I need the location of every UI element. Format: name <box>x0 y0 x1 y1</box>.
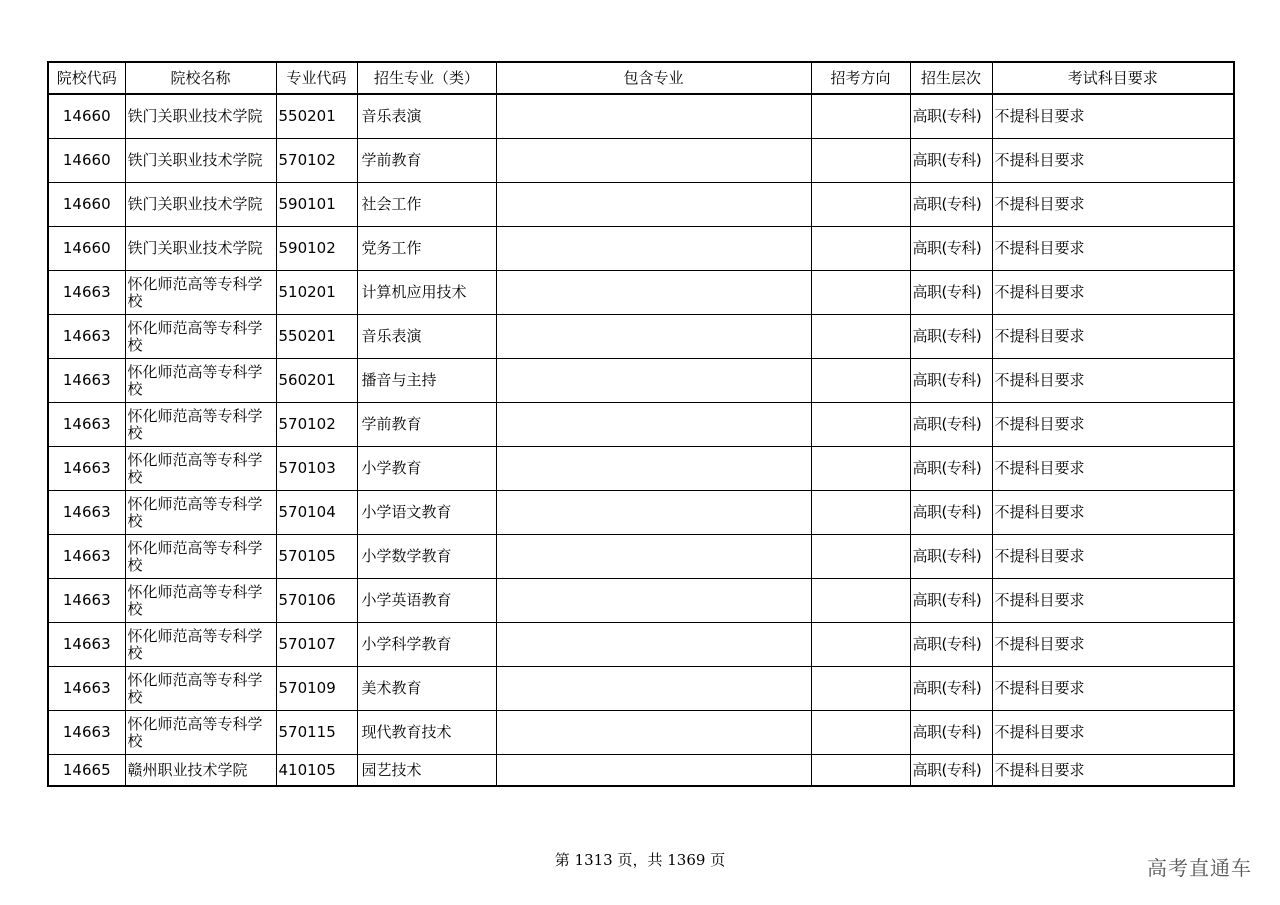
enrollment-table-container <box>47 61 1235 787</box>
cell-level: 高职(专科) <box>910 535 992 579</box>
cell-requirement: 不提科目要求 <box>992 491 1234 535</box>
table-row <box>48 315 1234 359</box>
cell-major: 音乐表演 <box>357 315 496 359</box>
table-row <box>48 579 1234 623</box>
cell-included-majors <box>496 579 811 623</box>
cell-major-code: 590102 <box>276 227 357 271</box>
table-row <box>48 183 1234 227</box>
header-major-code: 专业代码 <box>276 62 357 94</box>
watermark-text: 高考直通车 <box>1147 856 1252 880</box>
cell-school-name: 怀化师范高等专科学校 <box>125 403 276 447</box>
cell-level: 高职(专科) <box>910 623 992 667</box>
cell-major-code: 570107 <box>276 623 357 667</box>
header-included-majors: 包含专业 <box>496 62 811 94</box>
table-row <box>48 667 1234 711</box>
cell-school-code: 14663 <box>48 711 125 755</box>
cell-major-code: 570103 <box>276 447 357 491</box>
cell-school-name: 铁门关职业技术学院 <box>125 183 276 227</box>
header-direction: 招考方向 <box>811 62 910 94</box>
cell-direction <box>811 139 910 183</box>
cell-direction <box>811 535 910 579</box>
cell-school-code: 14663 <box>48 403 125 447</box>
cell-school-code: 14663 <box>48 447 125 491</box>
cell-requirement: 不提科目要求 <box>992 183 1234 227</box>
cell-direction <box>811 227 910 271</box>
cell-school-code: 14663 <box>48 491 125 535</box>
cell-school-code: 14660 <box>48 227 125 271</box>
cell-requirement: 不提科目要求 <box>992 447 1234 491</box>
cell-direction <box>811 623 910 667</box>
cell-included-majors <box>496 491 811 535</box>
cell-major-code: 570102 <box>276 139 357 183</box>
cell-included-majors <box>496 139 811 183</box>
cell-level: 高职(专科) <box>910 183 992 227</box>
cell-major-code: 590101 <box>276 183 357 227</box>
cell-included-majors <box>496 667 811 711</box>
cell-major-code: 560201 <box>276 359 357 403</box>
cell-direction <box>811 491 910 535</box>
enrollment-table <box>47 61 1235 787</box>
cell-level: 高职(专科) <box>910 315 992 359</box>
cell-direction <box>811 579 910 623</box>
cell-school-name: 怀化师范高等专科学校 <box>125 359 276 403</box>
cell-direction <box>811 94 910 139</box>
cell-included-majors <box>496 183 811 227</box>
cell-major-code: 570105 <box>276 535 357 579</box>
table-row <box>48 535 1234 579</box>
cell-included-majors <box>496 94 811 139</box>
cell-school-code: 14660 <box>48 94 125 139</box>
cell-requirement: 不提科目要求 <box>992 139 1234 183</box>
cell-requirement: 不提科目要求 <box>992 755 1234 787</box>
cell-level: 高职(专科) <box>910 447 992 491</box>
header-requirement: 考试科目要求 <box>992 62 1234 94</box>
cell-school-code: 14663 <box>48 667 125 711</box>
cell-included-majors <box>496 359 811 403</box>
table-row <box>48 711 1234 755</box>
header-major: 招生专业（类） <box>357 62 496 94</box>
cell-major: 小学语文教育 <box>357 491 496 535</box>
cell-major-code: 570104 <box>276 491 357 535</box>
table-row <box>48 491 1234 535</box>
cell-level: 高职(专科) <box>910 755 992 787</box>
cell-major: 小学教育 <box>357 447 496 491</box>
cell-requirement: 不提科目要求 <box>992 579 1234 623</box>
table-row <box>48 359 1234 403</box>
cell-school-code: 14660 <box>48 139 125 183</box>
cell-major: 小学科学教育 <box>357 623 496 667</box>
cell-included-majors <box>496 271 811 315</box>
cell-included-majors <box>496 227 811 271</box>
cell-school-name: 怀化师范高等专科学校 <box>125 535 276 579</box>
table-row <box>48 227 1234 271</box>
cell-included-majors <box>496 315 811 359</box>
cell-major-code: 510201 <box>276 271 357 315</box>
cell-level: 高职(专科) <box>910 227 992 271</box>
cell-school-name: 铁门关职业技术学院 <box>125 94 276 139</box>
header-school-code: 院校代码 <box>48 62 125 94</box>
cell-level: 高职(专科) <box>910 139 992 183</box>
cell-school-code: 14663 <box>48 315 125 359</box>
cell-included-majors <box>496 623 811 667</box>
cell-level: 高职(专科) <box>910 579 992 623</box>
cell-direction <box>811 667 910 711</box>
cell-major-code: 570115 <box>276 711 357 755</box>
cell-direction <box>811 755 910 787</box>
cell-school-name: 怀化师范高等专科学校 <box>125 315 276 359</box>
cell-school-name: 怀化师范高等专科学校 <box>125 711 276 755</box>
cell-school-name: 怀化师范高等专科学校 <box>125 447 276 491</box>
cell-school-name: 怀化师范高等专科学校 <box>125 579 276 623</box>
cell-level: 高职(专科) <box>910 271 992 315</box>
header-school-name: 院校名称 <box>125 62 276 94</box>
cell-direction <box>811 403 910 447</box>
cell-direction <box>811 183 910 227</box>
cell-school-name: 铁门关职业技术学院 <box>125 227 276 271</box>
cell-direction <box>811 315 910 359</box>
cell-level: 高职(专科) <box>910 94 992 139</box>
cell-direction <box>811 359 910 403</box>
cell-major-code: 410105 <box>276 755 357 787</box>
cell-school-code: 14665 <box>48 755 125 787</box>
cell-school-name: 赣州职业技术学院 <box>125 755 276 787</box>
cell-requirement: 不提科目要求 <box>992 359 1234 403</box>
cell-requirement: 不提科目要求 <box>992 667 1234 711</box>
cell-school-name: 怀化师范高等专科学校 <box>125 667 276 711</box>
table-row <box>48 271 1234 315</box>
cell-school-name: 铁门关职业技术学院 <box>125 139 276 183</box>
cell-level: 高职(专科) <box>910 359 992 403</box>
table-row <box>48 94 1234 139</box>
cell-level: 高职(专科) <box>910 711 992 755</box>
cell-requirement: 不提科目要求 <box>992 227 1234 271</box>
cell-major-code: 550201 <box>276 315 357 359</box>
cell-major: 音乐表演 <box>357 94 496 139</box>
header-row <box>48 62 1234 94</box>
cell-school-name: 怀化师范高等专科学校 <box>125 271 276 315</box>
table-row <box>48 623 1234 667</box>
cell-school-code: 14663 <box>48 535 125 579</box>
cell-school-code: 14663 <box>48 359 125 403</box>
cell-school-code: 14663 <box>48 623 125 667</box>
cell-major-code: 570109 <box>276 667 357 711</box>
cell-included-majors <box>496 403 811 447</box>
cell-requirement: 不提科目要求 <box>992 403 1234 447</box>
cell-major-code: 570106 <box>276 579 357 623</box>
cell-included-majors <box>496 755 811 787</box>
cell-requirement: 不提科目要求 <box>992 94 1234 139</box>
page-number: 第 1313 页，共 1369 页 <box>554 851 726 869</box>
cell-school-name: 怀化师范高等专科学校 <box>125 491 276 535</box>
cell-included-majors <box>496 447 811 491</box>
cell-school-name: 怀化师范高等专科学校 <box>125 623 276 667</box>
cell-requirement: 不提科目要求 <box>992 271 1234 315</box>
cell-direction <box>811 271 910 315</box>
cell-direction <box>811 711 910 755</box>
cell-level: 高职(专科) <box>910 667 992 711</box>
table-row <box>48 403 1234 447</box>
cell-major: 学前教育 <box>357 403 496 447</box>
cell-school-code: 14663 <box>48 271 125 315</box>
cell-requirement: 不提科目要求 <box>992 623 1234 667</box>
cell-major: 小学数学教育 <box>357 535 496 579</box>
cell-major-code: 570102 <box>276 403 357 447</box>
cell-major: 党务工作 <box>357 227 496 271</box>
cell-included-majors <box>496 711 811 755</box>
cell-level: 高职(专科) <box>910 491 992 535</box>
cell-requirement: 不提科目要求 <box>992 535 1234 579</box>
cell-level: 高职(专科) <box>910 403 992 447</box>
table-row <box>48 755 1234 787</box>
cell-major: 计算机应用技术 <box>357 271 496 315</box>
cell-major: 小学英语教育 <box>357 579 496 623</box>
table-row <box>48 139 1234 183</box>
cell-major: 学前教育 <box>357 139 496 183</box>
cell-requirement: 不提科目要求 <box>992 315 1234 359</box>
table-row <box>48 447 1234 491</box>
cell-requirement: 不提科目要求 <box>992 711 1234 755</box>
header-level: 招生层次 <box>910 62 992 94</box>
cell-major-code: 550201 <box>276 94 357 139</box>
cell-school-code: 14660 <box>48 183 125 227</box>
cell-major: 播音与主持 <box>357 359 496 403</box>
cell-school-code: 14663 <box>48 579 125 623</box>
table-body <box>48 94 1234 786</box>
cell-major: 美术教育 <box>357 667 496 711</box>
cell-major: 园艺技术 <box>357 755 496 787</box>
cell-major: 社会工作 <box>357 183 496 227</box>
cell-direction <box>811 447 910 491</box>
cell-included-majors <box>496 535 811 579</box>
cell-major: 现代教育技术 <box>357 711 496 755</box>
